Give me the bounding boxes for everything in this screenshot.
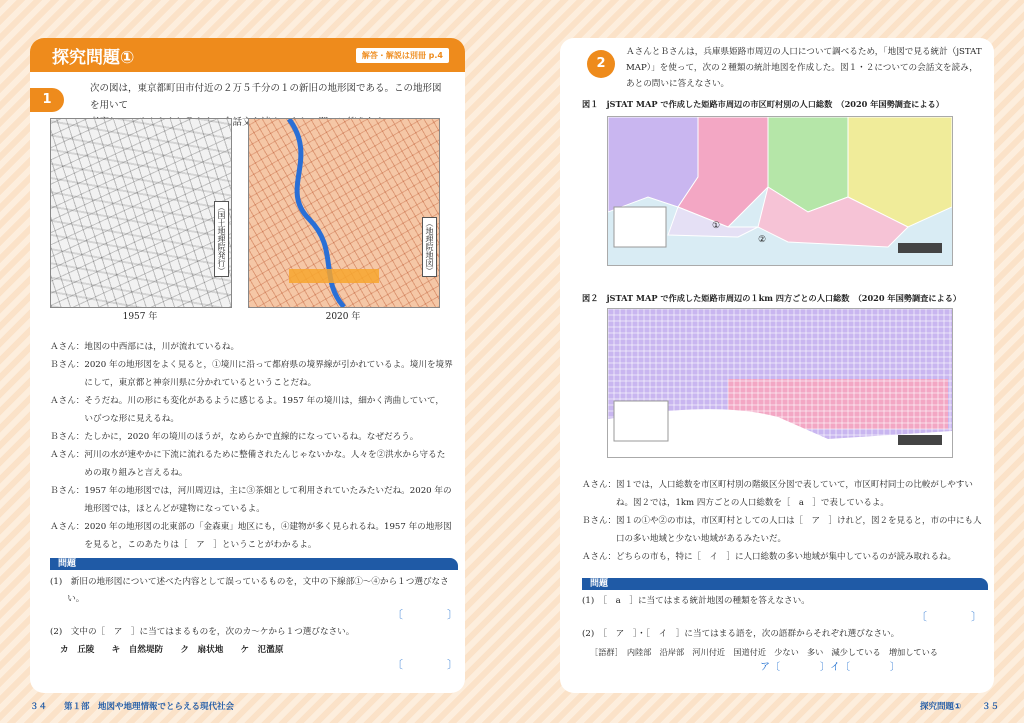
dialogue-line: Ａさん：2020 年の地形図の北東部の「金森東」地区にも，④建物が多く見られるね。1957 年の地形図	[50, 522, 452, 532]
answer-bracket[interactable]: 〔 〕	[392, 608, 458, 621]
section-title: 探究問題①	[52, 48, 135, 68]
dialogue	[582, 476, 990, 566]
river-line	[249, 119, 439, 307]
right-footer-page: ３５	[982, 702, 1000, 712]
intro-line: ＡさんとＢさんは，兵庫県姫路市周辺の人口について調べるため，「地図で見る統計（jSTAT	[626, 47, 982, 57]
intro-line: あとの問いに答えなさい。	[626, 79, 730, 89]
map-credit: （地理院地図）	[422, 217, 437, 277]
intro-line: 次の図は，東京都町田市付近の２万５千分の１の新旧の地形図である。この地形図を用いて	[90, 83, 442, 111]
dialogue-line: Ａさん：河川の水が速やかに下流に流れるために整備されたんじゃないかな。人々を②洪水から守るた	[50, 450, 446, 460]
question-2: (2) 文中の［ ア ］に当てはまるものを，次のカ～ケから１つ選びなさい。	[50, 627, 355, 637]
map-2020	[248, 118, 440, 308]
dialogue-line: めの取り組みと言えるね。	[50, 468, 188, 478]
right-page	[560, 38, 994, 693]
dialogue-line: いびつな形に見えるね。	[50, 414, 179, 424]
dialogue	[50, 338, 460, 554]
figure-1-map	[607, 116, 953, 266]
question-bar: 問題	[582, 578, 988, 590]
answer-bracket[interactable]: 〔 〕	[916, 610, 982, 623]
dialogue-line: Ｂさん：2020 年の地形図をよく見ると，①境川に沿って都府県の境界線が引かれているよ。境川を境界	[50, 360, 453, 370]
map-caption: 2020 年	[325, 312, 361, 322]
question-number: 1	[30, 88, 64, 112]
choropleth-map	[608, 117, 952, 265]
figure-2-map	[607, 308, 953, 458]
right-footer-title: 探究問題①	[920, 702, 962, 712]
question-2: (2) ［ ア ］・［ イ ］に当てはまる語を，次の語群からそれぞれ選びなさい。	[582, 629, 900, 639]
question-line: (1) 新旧の地形図について述べた内容として誤っているものを，文中の下線部①～④から１つ選びなさ	[50, 577, 449, 587]
answer-bracket[interactable]: 〔 〕	[392, 658, 458, 671]
section-header	[30, 38, 465, 72]
dialogue-line: Ａさん：どちらの市も，特に［ イ ］に人口総数の多い地域が集中しているのが読み取れるね。	[582, 552, 957, 562]
question-1: (1) ［ a ］に当てはまる統計地図の種類を答えなさい。	[582, 596, 810, 606]
answer-reference: 解答・解説は別冊 p.4	[356, 48, 449, 63]
figure-1-caption: 図１ jSTAT MAP で作成した姫路市周辺の市区町村別の人口総数 （2020 年国勢調査による）	[582, 99, 944, 109]
dialogue-line: ね。図２では，1km 四方ごとの人口総数を［ a ］で表しているよ。	[582, 498, 889, 508]
left-page	[30, 38, 465, 693]
map-caption: 1957 年	[122, 312, 158, 322]
answer-line[interactable]: ア〔 〕イ〔 〕	[760, 662, 900, 673]
dialogue-line: Ｂさん：1957 年の地形図では，河川周辺は，主に③茶畑として利用されていたみたいだね。2020 年の	[50, 486, 452, 496]
dialogue-line: Ａさん：図１では，人口総数を市区町村別の階級区分図で表していて，市区町村同士の比較がしやすい	[582, 480, 973, 490]
marker-2: ②	[758, 235, 767, 245]
question-1	[50, 574, 460, 608]
word-list: ［語群］ 内陸部 沿岸部 河川付近 国道付近 少ない 多い 減少している 増加している	[590, 647, 938, 657]
question-line: い。	[50, 594, 85, 604]
dialogue-line: 地形図では，ほとんどが建物になっているよ。	[50, 504, 265, 514]
grid-map	[608, 309, 952, 457]
question-number: 2	[587, 50, 615, 78]
dialogue-line: Ａさん：地図の中西部には，川が流れているね。	[50, 342, 240, 352]
dialogue-line: Ｂさん：たしかに，2020 年の境川のほうが，なめらかで直線的になっているね。なぜだろう。	[50, 432, 419, 442]
intro-line: MAP）」を使って，次の２種類の統計地図を作成した。図１・２についての会話文を読み，	[626, 63, 978, 73]
figure-2-caption: 図２ jSTAT MAP で作成した姫路市周辺の１km 四方ごとの人口総数 （2020 年国勢調査による）	[582, 293, 962, 303]
dialogue-line: にして，東京都と神奈川県に分かれているということだね。	[50, 378, 317, 388]
map-credit: （国土地理院発行）	[214, 201, 229, 277]
question-2-options: カ 丘陵 キ 自然堤防 ク 扇状地 ケ 氾濫原	[60, 645, 284, 655]
map-1957	[50, 118, 232, 308]
question-bar: 問題	[50, 558, 458, 570]
dialogue-line: 口の多い地域と少ない地域があるみたいだ。	[582, 534, 787, 544]
left-footer: ３４ 第１部 地図や地理情報でとらえる現代社会	[30, 702, 235, 712]
dialogue-line: Ａさん：そうだね。川の形にも変化があるように感じるよ。1957 年の境川は，細かく湾曲していて，	[50, 396, 444, 406]
marker-1: ①	[712, 221, 721, 231]
intro-text	[626, 44, 988, 92]
dialogue-line: Ｂさん：図１の①や②の市は，市区町村としての人口は［ ア ］けれど，図２を見ると，市の中にも人	[582, 516, 982, 526]
dialogue-line: を見ると，このあたりは［ ア ］ということがわかるよ。	[50, 540, 317, 550]
